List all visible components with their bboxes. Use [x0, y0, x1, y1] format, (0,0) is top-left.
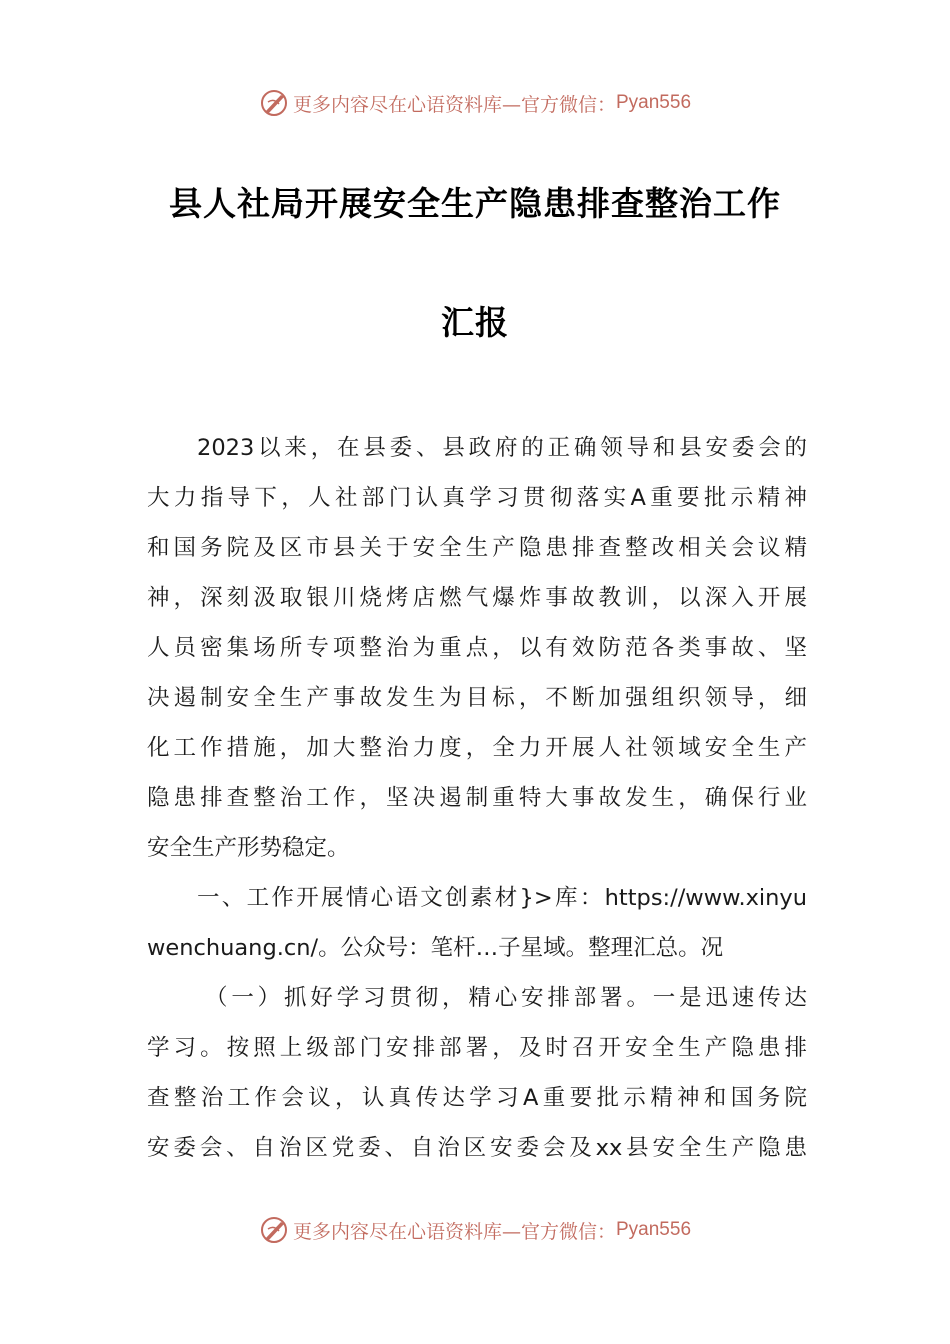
footer-watermark-banner [0, 1210, 950, 1250]
body-line: 隐患排查整治工作，坚决遏制重特大事故发生，确保行业 [147, 785, 807, 811]
body-line: 安委会、自治区党委、自治区安委会及xx县安全生产隐患 [147, 1135, 807, 1161]
banner-wechat-handle: Pyan556 [616, 1219, 692, 1240]
header-watermark-banner [0, 83, 950, 123]
body-line: wenchuang.cn/。公众号：笔杆…子星域。整理汇总。况 [147, 935, 724, 961]
body-line: 2023以来，在县委、县政府的正确领导和县安委会的 [197, 435, 807, 461]
section-heading-line: 一、工作开展情心语文创素材}>库：https://www.xinyu [197, 885, 807, 911]
quill-pen-logo-icon [259, 88, 289, 118]
banner-promo-text: 更多内容尽在心语资料库—官方微信： [292, 93, 616, 116]
body-line: 和国务院及区市县关于安全生产隐患排查整改相关会议精 [147, 535, 807, 561]
quill-pen-logo-icon [259, 1215, 289, 1245]
body-line: 人员密集场所专项整治为重点，以有效防范各类事故、坚 [147, 635, 807, 661]
body-line: 神，深刻汲取银川烧烤店燃气爆炸事故教训，以深入开展 [147, 585, 807, 611]
document-title-line-1: 县人社局开展安全生产隐患排查整治工作 [169, 184, 781, 223]
body-line: 查整治工作会议，认真传达学习A重要批示精神和国务院 [147, 1085, 807, 1111]
subsection-heading-line: （一）抓好学习贯彻，精心安排部署。一是迅速传达 [205, 985, 807, 1011]
body-line: 决遏制安全生产事故发生为目标，不断加强组织领导，细 [147, 685, 807, 711]
body-line: 安全生产形势稳定。 [147, 835, 350, 861]
body-line: 大力指导下，人社部门认真学习贯彻落实A重要批示精神 [147, 485, 807, 511]
body-line: 学习。按照上级部门安排部署，及时召开安全生产隐患排 [147, 1035, 807, 1061]
banner-promo-text: 更多内容尽在心语资料库—官方微信： [292, 1220, 616, 1243]
banner-wechat-handle: Pyan556 [616, 92, 692, 113]
document-title-line-2: 汇报 [441, 303, 509, 342]
body-line: 化工作措施，加大整治力度，全力开展人社领域安全生产 [147, 735, 807, 761]
